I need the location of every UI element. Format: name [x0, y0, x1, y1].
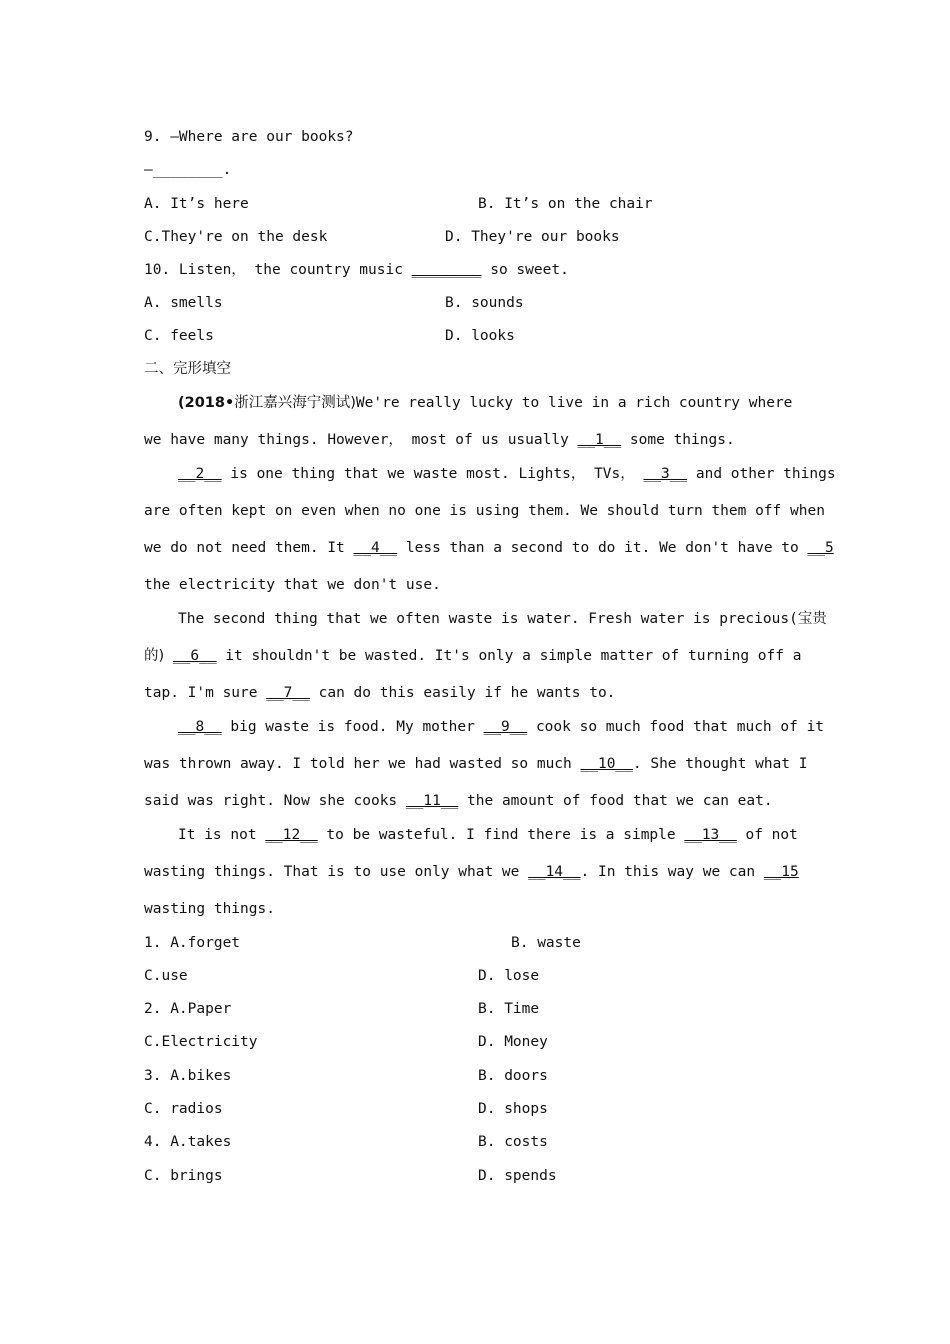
q10-stem-end: so sweet. [481, 262, 569, 278]
passage-line: the electricity that we don't use. [144, 577, 441, 593]
passage-line [144, 755, 808, 773]
option-3a: 3. A.bikes [144, 1068, 232, 1084]
option-3c: C. radios [144, 1101, 223, 1117]
passage-line [178, 465, 836, 483]
passage-line [144, 863, 799, 881]
passage-text: . She thought what I [632, 756, 808, 772]
blank-2: __2__ [178, 466, 222, 482]
q10-option-b: B. sounds [445, 295, 524, 311]
passage-text: we do not need them. It [144, 540, 354, 556]
passage-text: can do this easily if he wants to. [309, 685, 616, 701]
passage-text: some things. [621, 432, 735, 448]
blank-4: __4__ [353, 540, 398, 556]
option-4a: 4. A.takes [144, 1134, 232, 1150]
passage-text: tap. I'm sure [144, 685, 267, 701]
option-3d: D. shops [478, 1101, 548, 1117]
q9-option-a: A. It’s here [144, 196, 249, 212]
blank-14: __14__ [528, 864, 581, 880]
blank-9: __9__ [483, 719, 528, 735]
source-year: (2018• [178, 395, 235, 411]
passage-text: of not [736, 827, 798, 843]
blank-12: __12__ [265, 827, 318, 843]
blank-3: __3__ [643, 466, 688, 482]
option-1a: 1. A.forget [144, 935, 241, 951]
passage-text-cn: 的) [144, 648, 165, 664]
option-2c: C.Electricity [144, 1034, 258, 1050]
q9-period: . [222, 162, 232, 178]
passage-line [144, 431, 735, 449]
passage-line: wasting things. [144, 901, 275, 917]
option-4b: B. costs [478, 1134, 548, 1150]
passage-text: we have many things. However， most of us usually [144, 432, 578, 448]
passage-text: big waste is food. My mother [221, 719, 484, 735]
section-title: 二、完形填空 [144, 361, 231, 377]
passage-text: and other things [687, 466, 836, 482]
q9-dash: — [144, 162, 153, 178]
blank-15: __15 [763, 864, 799, 880]
passage-text [164, 648, 173, 664]
q9-blank: ________ [152, 162, 223, 178]
blank-11: __11__ [405, 793, 459, 809]
option-2a: 2. A.Paper [144, 1001, 232, 1017]
option-3b: B. doors [478, 1068, 548, 1084]
option-4d: D. spends [478, 1168, 557, 1184]
passage-text: is one thing that we waste most. Lights， TVs， [221, 466, 644, 482]
passage-line [178, 718, 824, 736]
blank-7: __7__ [266, 685, 310, 701]
passage-text: to be wasteful. I find there is a simple [317, 827, 685, 843]
option-2b: B. Time [478, 1001, 540, 1017]
option-4c: C. brings [144, 1168, 223, 1184]
passage-line [178, 826, 798, 844]
blank-8: __8__ [178, 719, 222, 735]
q9-option-b: B. It’s on the chair [478, 196, 653, 212]
q10-option-d: D. looks [445, 328, 515, 344]
q10-blank: ________ [411, 262, 482, 278]
q10-option-a: A. smells [144, 295, 223, 311]
option-1c: C.use [144, 968, 188, 984]
passage-line [178, 610, 827, 628]
passage-text: the amount of food that we can eat. [458, 793, 773, 809]
passage-text: less than a second to do it. We don't have to [397, 540, 808, 556]
passage-text: The second thing that we often waste is water. Fresh water is precious( [178, 611, 798, 627]
q10-option-c: C. feels [144, 328, 214, 344]
passage-line [144, 792, 773, 810]
blank-13: __13__ [684, 827, 737, 843]
passage-text: wasting things. That is to use only what we [144, 864, 529, 880]
passage-line: are often kept on even when no one is using them. We should turn them off when [144, 503, 825, 519]
passage-line [144, 539, 834, 557]
q10-stem-start: 10. Listen， the country music [144, 262, 412, 278]
passage-line [144, 647, 801, 665]
q10-stem [144, 261, 569, 279]
option-2d: D. Money [478, 1034, 548, 1050]
q9-option-d: D. They're our books [445, 229, 620, 245]
passage-line [144, 684, 615, 702]
source-place: 浙江嘉兴海宁测试) [234, 395, 356, 411]
option-1d: D. lose [478, 968, 540, 984]
passage-text: said was right. Now she cooks [144, 793, 406, 809]
q9-stem: 9. —Where are our books? [144, 129, 354, 145]
passage-text: . In this way we can [580, 864, 764, 880]
passage-text: it shouldn't be wasted. It's only a simple matter of turning off a [216, 648, 802, 664]
blank-10: __10__ [580, 756, 633, 772]
passage-text: It is not [178, 827, 266, 843]
blank-5: __5 [807, 540, 834, 556]
passage-text: We're really lucky to live in a rich country where [355, 395, 793, 411]
blank-1: __1__ [577, 432, 622, 448]
passage-text: was thrown away. I told her we had wasted so much [144, 756, 581, 772]
passage-text-cn: 宝贵 [797, 611, 827, 627]
passage-text: cook so much food that much of it [527, 719, 825, 735]
passage-line [178, 394, 806, 412]
blank-6: __6__ [172, 648, 217, 664]
q9-answer-line [144, 161, 231, 179]
option-1b: B. waste [511, 935, 581, 951]
q9-option-c: C.They're on the desk [144, 229, 328, 245]
